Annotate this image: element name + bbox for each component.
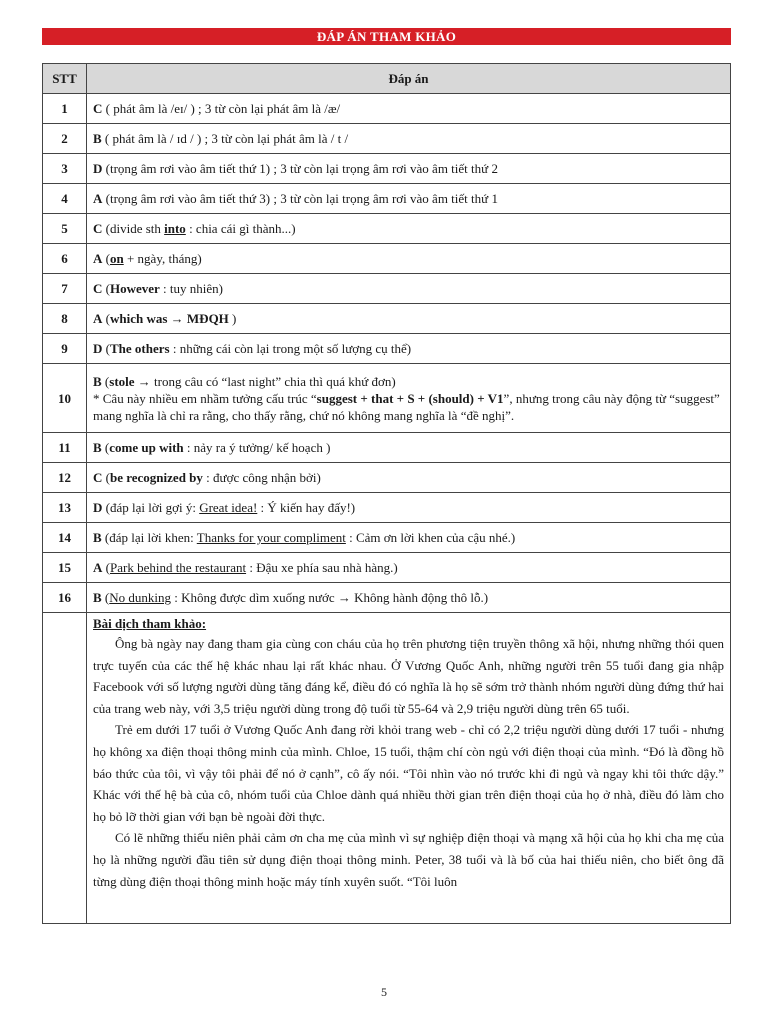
translation-paragraph: Ông bà ngày nay đang tham gia cùng con cháu của họ trên phương tiện truyền thông xã hội, nhưng những thói quen trực tuyến của các thế hệ khác nhau lại rất khác nhau. Ở Vương Quốc Anh, những người trên 55 tuổi đang gia nhập Facebook với số lượng người dùng tăng đáng kể, điều đó có nghĩa là họ sẽ sớm trở thành nhóm người dùng đứng thứ hai của trang web này, với 3,5 triệu người dùng trong độ tuổi từ 55-64 và 2,9 triệu người dùng trên 65 tuổi. xyxy=(93,636,724,716)
answer-text: : chia cái gì thành...) xyxy=(185,221,296,236)
table-row xyxy=(43,523,731,553)
answer-cell xyxy=(87,493,731,523)
answer-text: ( xyxy=(101,590,110,605)
table-row xyxy=(43,124,731,154)
answer-cell xyxy=(87,124,731,154)
translation-number-cell xyxy=(43,613,87,924)
answer-letter: B xyxy=(93,590,102,605)
answer-cell xyxy=(87,463,731,493)
answer-cell xyxy=(87,244,731,274)
table-row xyxy=(43,583,731,613)
answer-letter: C xyxy=(93,101,103,116)
answer-text: ( phát âm là / ɪd / ) ; 3 từ còn lại phát âm là / t / xyxy=(101,131,349,146)
page-banner-title: ĐÁP ÁN THAM KHẢO xyxy=(42,28,731,45)
note-keyword: suggest + that + S + (should) + V1 xyxy=(316,390,504,406)
table-row xyxy=(43,304,731,334)
answer-text: (divide sth xyxy=(102,221,165,236)
answer-keyword: be recognized by xyxy=(109,470,203,485)
answer-text: : Ý kiến hay đấy!) xyxy=(257,500,356,515)
answer-text: (đáp lại lời khen: xyxy=(101,530,197,545)
answer-text: : tuy nhiên) xyxy=(159,281,223,296)
answer-cell xyxy=(87,553,731,583)
answer-text: ( phát âm là /eɪ/ ) ; 3 từ còn lại phát âm là /æ/ xyxy=(102,101,341,116)
row-number: 15 xyxy=(43,553,87,583)
answer-text: → trong câu có “last night” chia thì quá khứ đơn) xyxy=(134,373,396,389)
answer-cell xyxy=(87,364,731,433)
answer-text: ( xyxy=(101,440,110,455)
answer-cell xyxy=(87,304,731,334)
answer-letter: D xyxy=(93,341,103,356)
answer-letter: D xyxy=(93,161,103,176)
answer-text: : những cái còn lại trong một số lượng cụ thể) xyxy=(169,341,412,356)
answer-cell xyxy=(87,94,731,124)
row-number: 12 xyxy=(43,463,87,493)
table-row xyxy=(43,94,731,124)
answer-text: ( xyxy=(101,373,110,389)
answer-keyword: The others xyxy=(109,341,170,356)
answer-letter: A xyxy=(93,560,103,575)
answer-text: ( xyxy=(102,560,110,575)
translation-title: Bài dịch tham khảo: xyxy=(93,616,207,631)
answer-phrase: No dunking xyxy=(109,590,172,605)
answer-text: : Không được dìm xuống nước → Không hành động thô lỗ.) xyxy=(171,590,489,605)
row-number: 2 xyxy=(43,124,87,154)
table-row xyxy=(43,364,731,433)
answer-text: : được công nhận bởi) xyxy=(202,470,321,485)
answer-keyword: However xyxy=(109,281,160,296)
answer-cell xyxy=(87,583,731,613)
answer-text: : Đậu xe phía sau nhà hàng.) xyxy=(246,560,398,575)
answer-phrase: Park behind the restaurant xyxy=(109,560,247,575)
answer-text: ( xyxy=(102,281,110,296)
answer-cell xyxy=(87,334,731,364)
answer-line xyxy=(93,373,724,390)
row-number: 4 xyxy=(43,184,87,214)
table-row xyxy=(43,334,731,364)
answer-letter: D xyxy=(93,500,103,515)
answer-letter: A xyxy=(93,251,103,266)
answer-keyword: stole xyxy=(109,373,135,389)
answer-table xyxy=(42,63,731,924)
table-row xyxy=(43,214,731,244)
table-row xyxy=(43,184,731,214)
answer-letter: B xyxy=(93,131,102,146)
answer-text: (đáp lại lời gợi ý: xyxy=(102,500,200,515)
answer-text: ( xyxy=(102,470,110,485)
answer-cell xyxy=(87,154,731,184)
note-text: * Câu này nhiều em nhầm tưởng cấu trúc “ xyxy=(93,390,317,406)
translation-paragraph: Có lẽ những thiếu niên phải cảm ơn cha mẹ của mình vì sự nghiệp điện thoại và mạng xã hội của họ khi cha mẹ của họ là những người đầu tiên sử dụng điện thoại thông minh. Peter, 38 tuổi và là bố của hai thiếu niên, cho biết ông đã từng dùng điện thoại thông minh hoặc máy tính xuyên suốt. “Tôi luôn xyxy=(93,830,724,889)
answer-phrase: Great idea! xyxy=(199,500,258,515)
row-number: 3 xyxy=(43,154,87,184)
translation-row xyxy=(43,613,731,924)
row-number: 8 xyxy=(43,304,87,334)
translation-cell xyxy=(87,613,731,924)
answer-text: ( xyxy=(102,341,110,356)
answer-letter: B xyxy=(93,530,102,545)
row-number: 10 xyxy=(43,364,87,433)
answer-cell xyxy=(87,214,731,244)
answer-text: (trọng âm rơi vào âm tiết thứ 1) ; 3 từ còn lại trọng âm rơi vào âm tiết thứ 2 xyxy=(102,161,498,176)
answer-cell xyxy=(87,433,731,463)
answer-letter: C xyxy=(93,281,103,296)
answer-keyword: on xyxy=(109,251,124,266)
answer-header: Đáp án xyxy=(87,64,731,94)
row-number: 16 xyxy=(43,583,87,613)
answer-note xyxy=(93,390,724,424)
answer-text: ( xyxy=(102,311,110,326)
answer-text: (trọng âm rơi vào âm tiết thứ 3) ; 3 từ còn lại trọng âm rơi vào âm tiết thứ 1 xyxy=(102,191,498,206)
answer-keyword: which was → MĐQH xyxy=(109,311,229,326)
table-row xyxy=(43,244,731,274)
answer-text: : Cảm ơn lời khen của cậu nhé.) xyxy=(345,530,516,545)
table-row xyxy=(43,553,731,583)
row-number: 9 xyxy=(43,334,87,364)
answer-text: : nảy ra ý tưởng/ kế hoạch ) xyxy=(183,440,331,455)
row-number: 6 xyxy=(43,244,87,274)
answer-cell xyxy=(87,184,731,214)
page-number: 5 xyxy=(381,985,387,999)
row-number: 11 xyxy=(43,433,87,463)
answer-letter: C xyxy=(93,470,103,485)
answer-keyword: come up with xyxy=(109,440,184,455)
row-number: 14 xyxy=(43,523,87,553)
table-row xyxy=(43,274,731,304)
answer-phrase: Thanks for your compliment xyxy=(196,530,346,545)
row-number: 5 xyxy=(43,214,87,244)
stt-header: STT xyxy=(43,64,87,94)
note-text: ”, nhưng trong câu này động từ “suggest” mang nghĩa là chỉ ra rằng, cho thấy rằng, chứ nó không mang nghĩa là “đề nghị”. xyxy=(93,390,720,423)
answer-cell xyxy=(87,523,731,553)
translation-paragraph: Trẻ em dưới 17 tuổi ở Vương Quốc Anh đang rời khỏi trang web - chỉ có 2,2 triệu người dùng dưới 17 tuổi - nhưng họ không xa điện thoại thông minh của mình. Chloe, 15 tuổi, thậm chí còn ngủ với điện thoại của mình. “Đó là đồng hồ báo thức của tôi, vì vậy tôi phải để nó ở cạnh”, cô ấy nói. “Tôi nhìn vào nó trước khi đi ngủ và ngay khi tôi thức dậy.” Khác với thế hệ bà của cô, nhóm tuổi của Chloe dành quá nhiều thời gian trên điện thoại của họ ở nhà, điều đó làm cho họ bỏ lỡ thời gian với bạn bè ngoài đời thực. xyxy=(93,722,724,824)
answer-text: ( xyxy=(102,251,110,266)
row-number: 7 xyxy=(43,274,87,304)
answer-letter: C xyxy=(93,221,103,236)
answer-text: ) xyxy=(228,311,237,326)
answer-letter: B xyxy=(93,440,102,455)
answer-letter: A xyxy=(93,191,103,206)
answer-cell xyxy=(87,274,731,304)
table-row xyxy=(43,154,731,184)
answer-keyword: into xyxy=(164,221,186,236)
answer-letter: A xyxy=(93,311,103,326)
table-row xyxy=(43,493,731,523)
table-row xyxy=(43,433,731,463)
row-number: 1 xyxy=(43,94,87,124)
row-number: 13 xyxy=(43,493,87,523)
answer-text: + ngày, tháng) xyxy=(123,251,202,266)
table-row xyxy=(43,463,731,493)
answer-letter: B xyxy=(93,373,102,389)
